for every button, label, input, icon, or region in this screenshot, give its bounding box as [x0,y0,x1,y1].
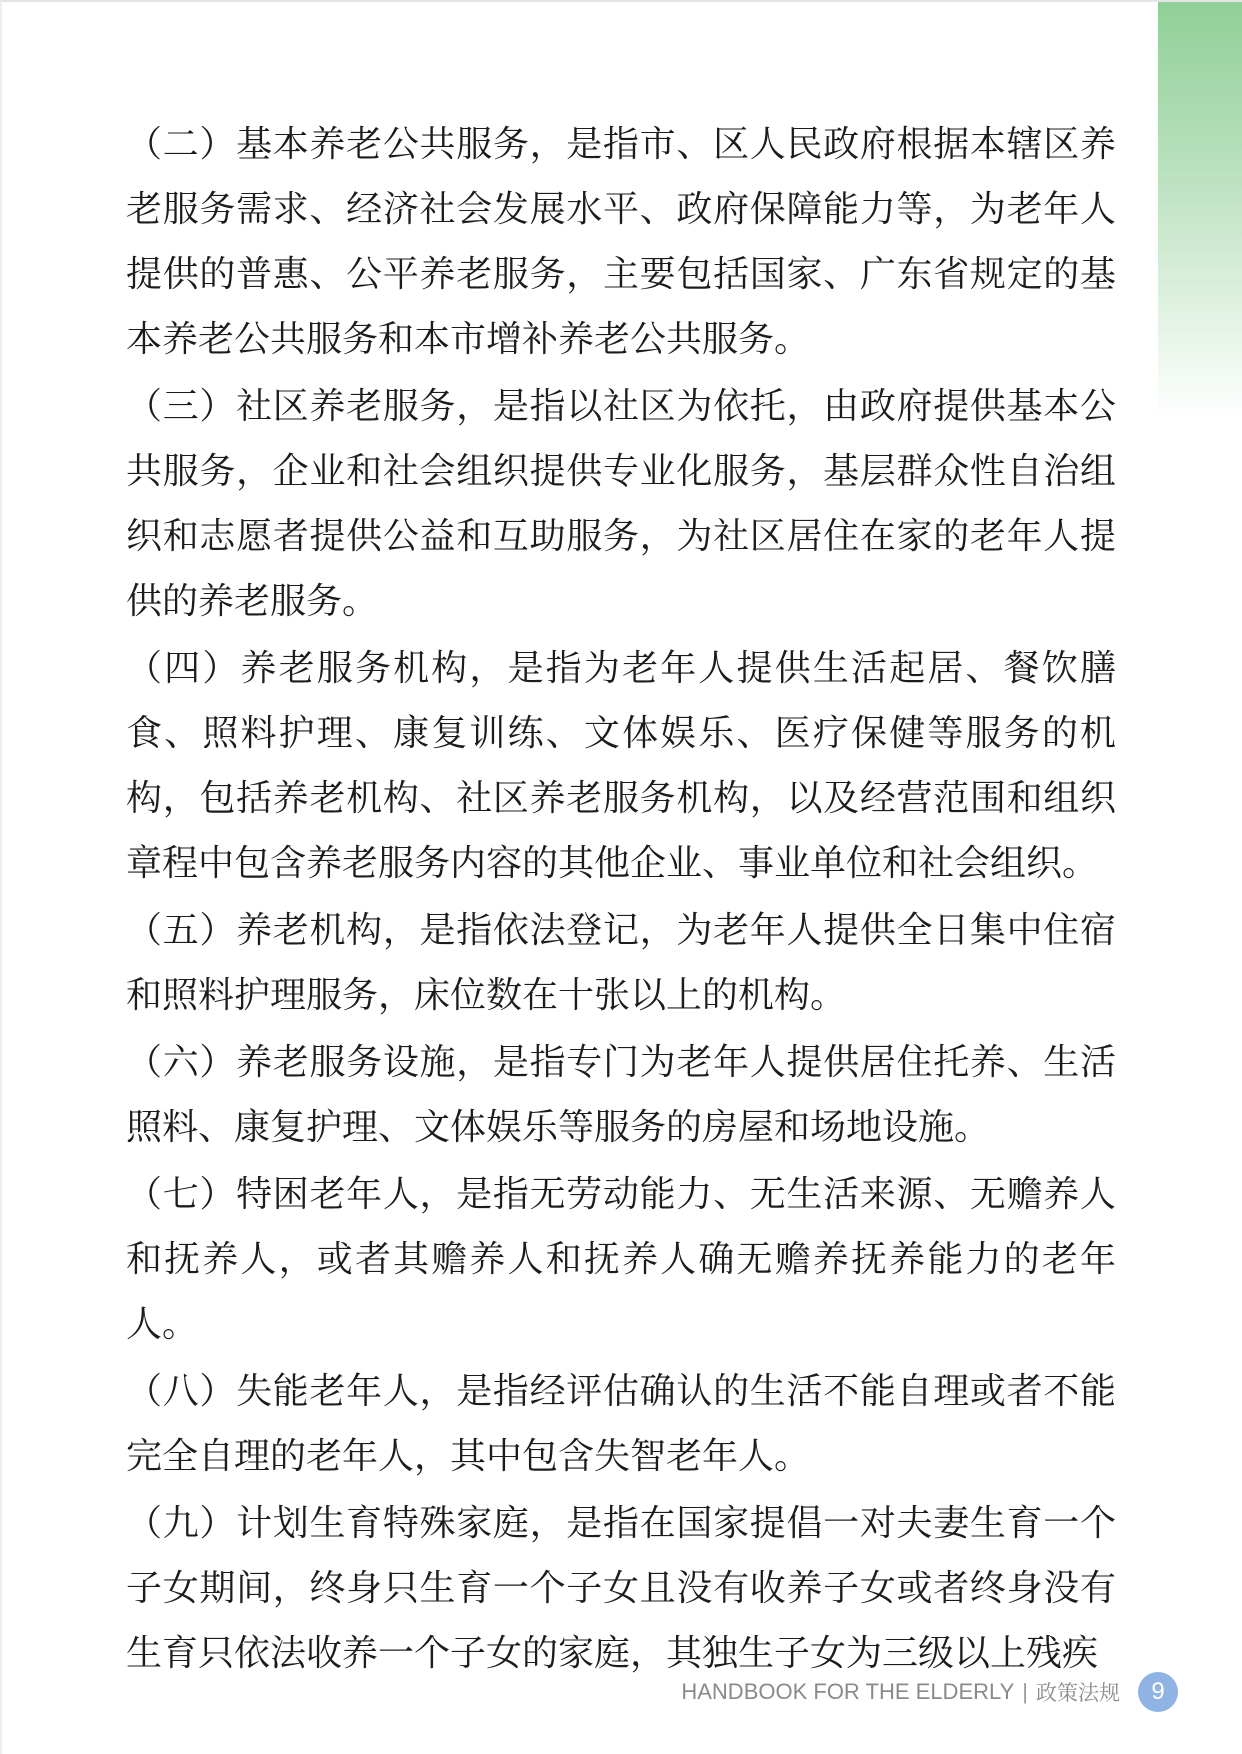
decorative-side-band [1158,0,1242,420]
page-number-badge: 9 [1138,1672,1178,1712]
paragraph-8: （八）失能老年人，是指经评估确认的生活不能自理或者不能完全自理的老年人，其中包含失智老年人。 [126,1371,1116,1477]
footer-separator: | [1022,1679,1028,1704]
document-body [126,112,1116,1688]
paragraph-6: （六）养老服务设施，是指专门为老年人提供居住托养、生活照料、康复护理、文体娱乐等服务的房屋和场地设施。 [126,1042,1116,1148]
footer-section-title: 政策法规 [1036,1681,1120,1705]
paragraph-4: （四）养老服务机构，是指为老年人提供生活起居、餐饮膳食、照料护理、康复训练、文体娱乐、医疗保健等服务的机构，包括养老机构、社区养老服务机构，以及经营范围和组织章程中包含养老服务内容的其他企业、事业单位和社会组织。 [126,648,1116,884]
paragraph-9: （九）计划生育特殊家庭，是指在国家提倡一对夫妻生育一个子女期间，终身只生育一个子女且没有收养子女或者终身没有生育只依法收养一个子女的家庭，其独生子女为三级以上残疾 [126,1503,1116,1674]
paragraph-2: （二）基本养老公共服务，是指市、区人民政府根据本辖区养老服务需求、经济社会发展水平、政府保障能力等，为老年人提供的普惠、公平养老服务，主要包括国家、广东省规定的基本养老公共服务和本市增补养老公共服务。 [126,124,1116,360]
footer-english-title: HANDBOOK FOR THE ELDERLY [681,1679,1015,1704]
paragraph-7: （七）特困老年人，是指无劳动能力、无生活来源、无赡养人和抚养人，或者其赡养人和抚养人确无赡养抚养能力的老年人。 [126,1174,1116,1345]
paragraph-5: （五）养老机构，是指依法登记，为老年人提供全日集中住宿和照料护理服务，床位数在十张以上的机构。 [126,910,1116,1016]
paragraph-3: （三）社区养老服务，是指以社区为依托，由政府提供基本公共服务，企业和社会组织提供专业化服务，基层群众性自治组织和志愿者提供公益和互助服务，为社区居住在家的老年人提供的养老服务。 [126,386,1116,622]
page-footer [681,1672,1178,1712]
